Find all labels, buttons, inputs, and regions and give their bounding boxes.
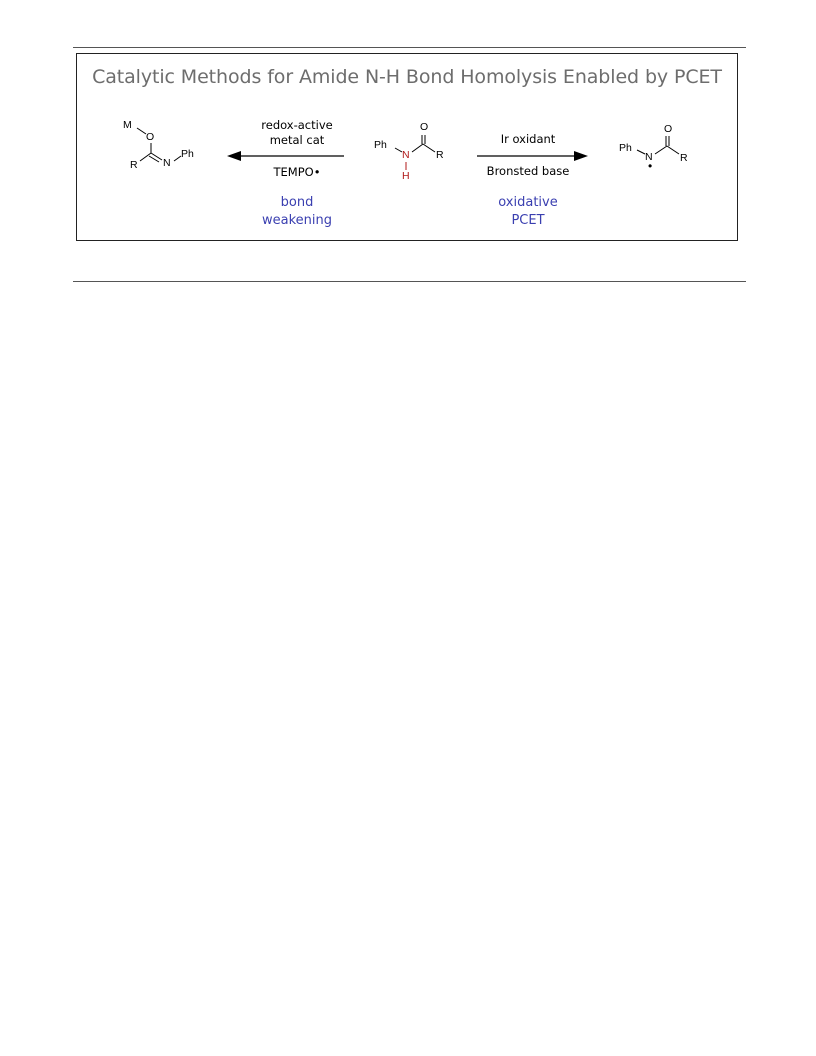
bond-ph-n — [395, 148, 402, 152]
atom-ph-right: Ph — [619, 142, 632, 154]
atom-m: M — [123, 119, 132, 131]
right-arrowhead — [574, 151, 588, 161]
atom-ph-center: Ph — [374, 139, 387, 151]
right-arrow-label-1: oxidative — [498, 195, 558, 210]
atom-o-right: O — [664, 123, 673, 135]
atom-n: N — [163, 157, 171, 169]
atom-o: O — [146, 131, 155, 143]
bond-c-r2 — [423, 144, 435, 152]
bond-c-n-a — [151, 153, 162, 160]
atom-n-right: N — [645, 151, 653, 163]
right-arrow-reagent-1: Ir oxidant — [500, 132, 556, 146]
top-rule — [73, 47, 746, 48]
bond-n-c — [412, 144, 423, 152]
atom-r-center: R — [436, 149, 444, 161]
left-arrowhead — [227, 151, 241, 161]
left-arrow-label-2: weakening — [261, 213, 333, 228]
bond-m-o — [137, 128, 146, 134]
scheme-title: Catalytic Methods for Amide N-H Bond Homolysis Enabled by PCET — [92, 66, 722, 88]
right-arrow-reagent-2: Bronsted base — [486, 164, 570, 178]
atom-o-center: O — [420, 121, 429, 133]
bond-c-r3 — [667, 146, 679, 154]
atom-h-center: H — [402, 170, 410, 182]
atom-n-center: N — [402, 149, 410, 161]
atom-r: R — [130, 159, 138, 171]
left-arrow-reagent-3: TEMPO• — [273, 165, 321, 179]
left-arrow-reagent-1: redox-active — [261, 118, 333, 132]
radical-dot: • — [648, 159, 653, 173]
left-arrow-reagent-2: metal cat — [269, 133, 325, 147]
bond-lines — [77, 54, 739, 242]
atom-r-right: R — [680, 152, 688, 164]
bond-c-r — [140, 153, 151, 161]
scheme-frame — [76, 53, 738, 241]
bond-n-c3 — [655, 146, 667, 154]
left-arrow-label-1: bond — [280, 195, 314, 210]
right-arrow-label-2: PCET — [511, 213, 545, 228]
bottom-rule — [73, 281, 746, 282]
atom-ph: Ph — [181, 148, 194, 160]
bond-n-ph — [174, 156, 181, 161]
bond-ph-n3 — [637, 150, 645, 154]
